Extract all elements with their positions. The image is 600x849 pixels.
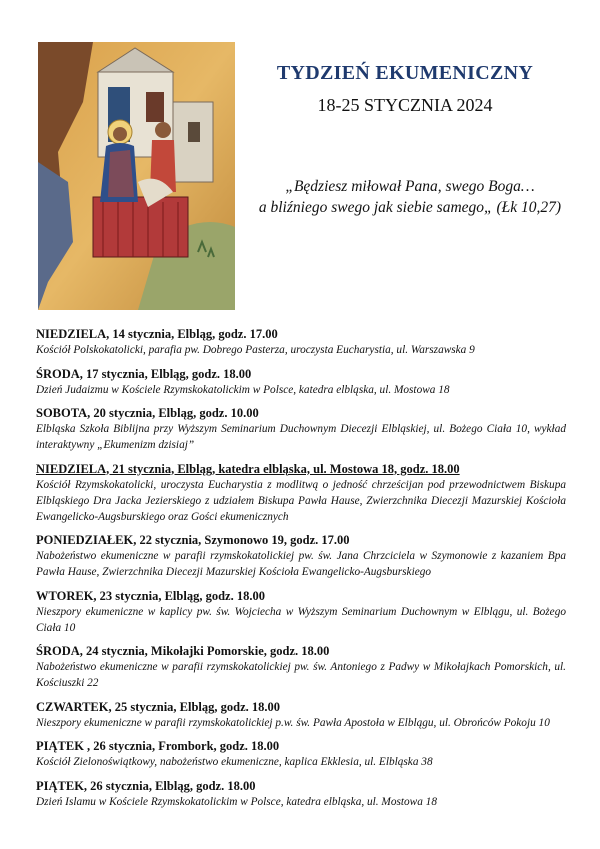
event-item — [36, 366, 566, 398]
event-heading: NIEDZIELA, 21 stycznia, Elbląg, katedra elbląska, ul. Mostowa 18, godz. 18.00 — [36, 461, 460, 476]
event-heading: PIĄTEK, 26 stycznia, Elbląg, godz. 18.00 — [36, 778, 256, 793]
event-heading: PIĄTEK , 26 stycznia, Frombork, godz. 18.00 — [36, 739, 280, 753]
event-item — [36, 405, 566, 453]
event-description: Dzień Islamu w Kościele Rzymskokatolickim w Polsce, katedra elbląska, ul. Mostowa 18 — [36, 795, 437, 808]
event-item — [36, 778, 566, 810]
event-item — [36, 738, 566, 770]
icon-painting — [38, 42, 235, 310]
event-heading: CZWARTEK, 25 stycznia, Elbląg, godz. 18.00 — [36, 699, 281, 714]
event-item — [36, 326, 566, 358]
event-item — [36, 461, 566, 525]
event-heading: ŚRODA, 24 stycznia, Mikołajki Pomorskie, godz. 18.00 — [36, 644, 330, 658]
event-description: Nabożeństwo ekumeniczne w parafii rzymskokatolickiej pw. św. Antoniego z Padwy w Mikołajkach Pomorskich, ul. Kościuszki 22 — [36, 661, 566, 689]
event-item — [36, 588, 566, 636]
event-heading: NIEDZIELA, 14 stycznia, Elbląg, godz. 17.00 — [36, 327, 278, 341]
event-heading: SOBOTA, 20 stycznia, Elbląg, godz. 10.00 — [36, 406, 259, 420]
event-heading: WTOREK, 23 stycznia, Elbląg, godz. 18.00 — [36, 588, 265, 603]
page-title: TYDZIEŃ EKUMENICZNY — [276, 62, 534, 84]
event-description: Kościół Rzymskokatolicki, uroczysta Eucharystia z modlitwą o jedność chrześcijan pod przewodnictwem Biskupa Elbląskiego Dra Jacka Jezierskiego z udziałem Biskupa Pawła Hause, Zwierzchnika Diecezji Mazurskiej Kościoła Ewangelicko-Augsburskiego oraz Gości ekumenicznych — [36, 478, 566, 523]
event-description: Nabożeństwo ekumeniczne w parafii rzymskokatolickiej pw. św. Jana Chrzciciela w Szymonowie z kazaniem Bpa Pawła Hause, Zwierzchnika Diecezji Mazurskiej Kościoła Ewangelicko-Augsburskiego — [36, 550, 566, 578]
event-item — [36, 532, 566, 580]
bible-quote — [245, 176, 575, 218]
event-description: Kościół Zielonoświątkowy, nabożeństwo ekumeniczne, kaplica Ekklesia, ul. Elbląska 38 — [36, 756, 433, 768]
event-description: Elbląska Szkoła Biblijna przy Wyższym Seminarium Duchownym Diecezji Elbląskiej, ul. Bożego Ciała 10, wykład interaktywny „Ekumenizm dzisiaj” — [36, 423, 566, 451]
event-description: Kościół Polskokatolicki, parafia pw. Dobrego Pasterza, uroczysta Eucharystia, ul. Warszawska 9 — [36, 344, 475, 356]
event-list — [36, 326, 566, 817]
quote-line-1: „Będziesz miłował Pana, swego Boga… — [285, 178, 535, 195]
event-description: Nieszpory ekumeniczne w kaplicy pw. św. Wojciecha w Wyższym Seminarium Duchownym w Elblągu, ul. Bożego Ciała 10 — [36, 605, 566, 634]
event-description: Nieszpory ekumeniczne w parafii rzymskokatolickiej p.w. św. Pawła Apostoła w Elblągu, ul. Obrońców Pokoju 10 — [36, 716, 550, 729]
event-heading: ŚRODA, 17 stycznia, Elbląg, godz. 18.00 — [36, 366, 252, 381]
event-item — [36, 699, 566, 731]
event-item — [36, 643, 566, 691]
event-dates: 18-25 STYCZNIA 2024 — [317, 95, 493, 115]
event-heading: PONIEDZIAŁEK, 22 stycznia, Szymonowo 19, godz. 17.00 — [36, 533, 350, 547]
event-description: Dzień Judaizmu w Kościele Rzymskokatolickim w Polsce, katedra elbląska, ul. Mostowa 18 — [36, 383, 450, 396]
quote-line-2: a bliźniego swego jak siebie samego„ (Łk 10,27) — [258, 199, 562, 216]
